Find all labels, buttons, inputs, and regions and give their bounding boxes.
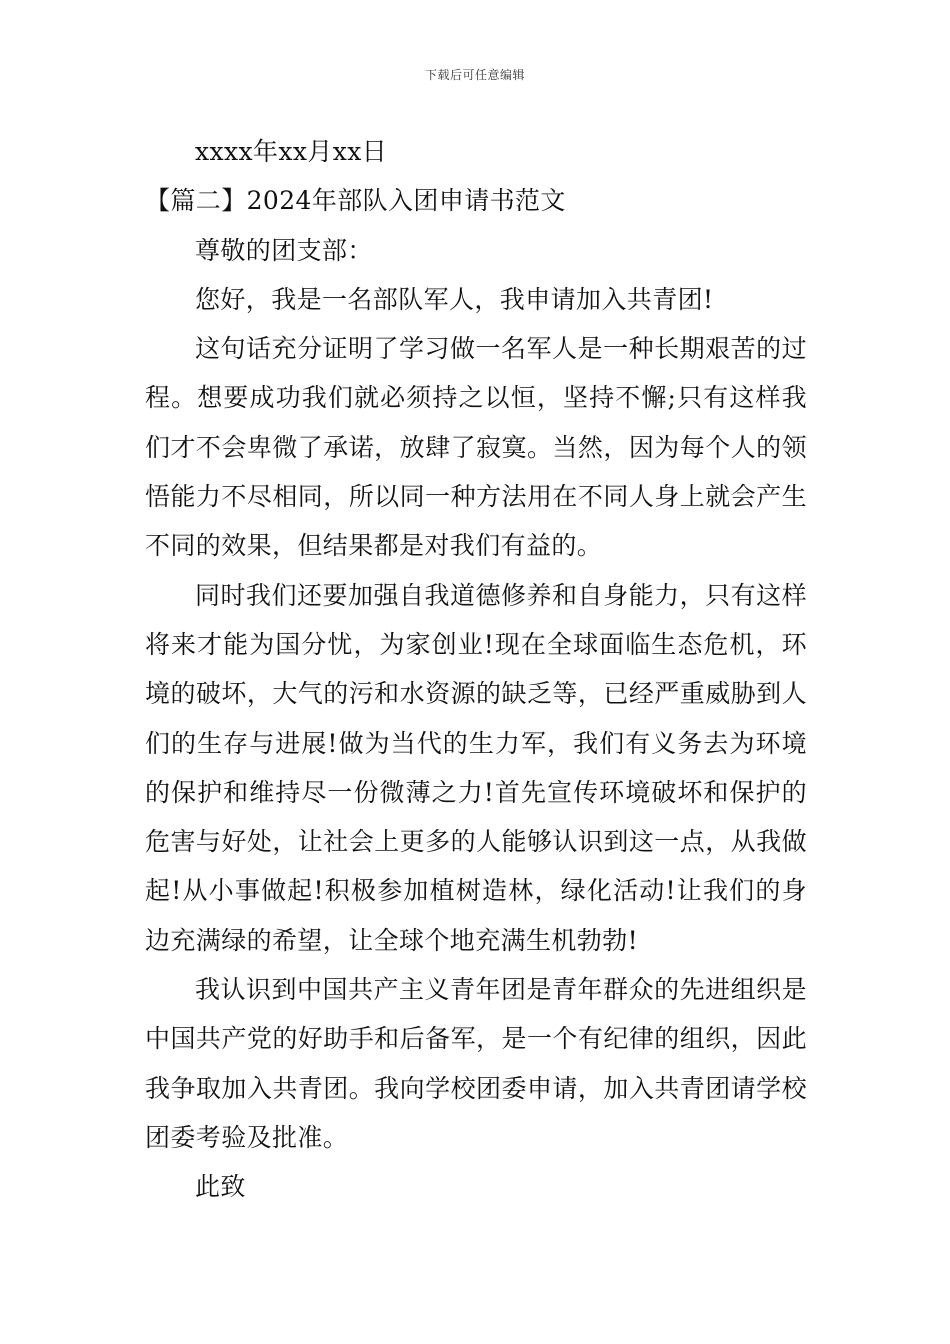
date-line: xxxx年xx月xx日 xyxy=(195,137,388,166)
closing: 此致 xyxy=(195,1172,246,1202)
salutation: 尊敬的团支部： xyxy=(195,235,373,265)
paragraph-perseverance: 这句话充分证明了学习做一名军人是一种长期艰苦的过程。想要成功我们就必须持之以恒，坚持不懈;只有这样我们才不会卑微了承诺，放肆了寂寞。当然，因为每个人的领悟能力不尽相同，所以同一种方法用在不同人身上就会产生不同的效果，但结果都是对我们有益的。 xyxy=(145,334,807,561)
paragraph-application: 我认识到中国共产主义青年团是青年群众的先进组织是中国共产党的好助手和后备军，是一个有纪律的组织，因此我争取加入共青团。我向学校团委申请，加入共青团请学校团委考验及批准。 xyxy=(145,975,807,1152)
paragraph-environment: 同时我们还要加强自我道德修养和自身能力，只有这样将来才能为国分忧，为家创业!现在全球面临生态危机，环境的破坏，大气的污和水资源的缺乏等，已经严重威胁到人们的生存与进展!做为当代的生力军，我们有义务去为环境的保护和维持尽一份微薄之力!首先宣传环境破坏和保护的危害与好处，让社会上更多的人能够认识到这一点，从我做起!从小事做起!积极参加植树造林，绿化活动!让我们的身边充满绿的希望，让全球个地充满生机勃勃! xyxy=(145,580,807,955)
header-note: 下载后可任意编辑 xyxy=(424,68,525,82)
paragraph-greeting: 您好，我是一名部队军人，我申请加入共青团! xyxy=(195,284,714,314)
document-body xyxy=(145,127,807,1212)
section-title: 【篇二】2024年部队入团申请书范文 xyxy=(145,186,566,216)
